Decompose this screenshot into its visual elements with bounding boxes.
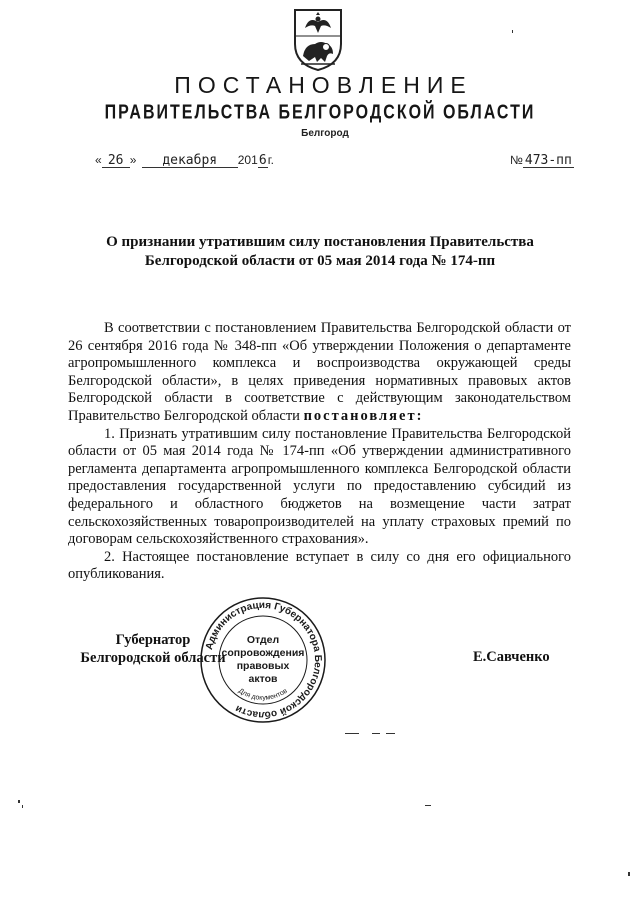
official-stamp [198,595,328,725]
position-line-1: Губернатор [115,632,191,648]
signatory-name: Е.Савченко [473,649,550,665]
scan-mark [345,733,359,734]
stamp-line-2: сопровождения [221,647,305,659]
scan-mark [22,805,23,808]
document-type: ПОСТАНОВЛЕНИЕ [174,72,473,98]
number-value: 473-пп [524,153,572,168]
scan-mark [628,872,630,876]
paragraph-1-text: В соответствии с постановлением Правительства Белгородской области от 26 сентября 2016 года № 348-пп «Об утверждении Положения о департаменте агропромышленного комплекса и воспроизводства окружающей среды Белгородской области», в целях приведения нормативных правовых актов Белгородской области в соответствие с действующим законодательством Правительство Белгородской области [68,320,571,424]
document-title [80,233,560,271]
resolution-word: постановляет: [303,407,424,424]
document-body [68,320,571,584]
scan-mark [372,733,380,734]
date-year-prefix: 201 [237,153,258,167]
quote-open: « [95,153,102,167]
scan-mark [512,30,513,33]
position-line-2: Белгородской области [80,650,226,666]
date-year-digit: 6 [258,153,267,168]
coat-of-arms-icon [291,6,345,72]
title-line-1: О признании утратившим силу постановления Правительства [106,234,534,250]
scan-mark [386,733,395,734]
date-month: декабря [142,154,238,168]
stamp-line-1: Отдел [246,634,280,646]
stamp-ring-bottom: Для документов [237,687,289,702]
stamp-line-3: правовых [236,660,290,672]
body-paragraph-2: 1. Признать утратившим силу постановление Правительства Белгородской области от 05 мая 2014 года № 174-пп «Об утверждении административного регламента департамента агропромышленного комплекса Белгородской области предоставления государственной услуги по предоставлению субсидий из федерального и областного бюджетов на возмещение части затрат сельскохозяйственных товаропроизводителей на уплату страховых премий по договорам сельскохозяйственного страхования». [68,425,571,548]
city-name: Белгород [301,128,349,139]
body-paragraph-1 [68,320,571,426]
date-day: 26 [102,154,130,168]
number-prefix: № [510,153,523,167]
title-line-2: Белгородской области от 05 мая 2014 года № 174-пп [144,253,496,269]
scan-mark [425,805,431,806]
date-line [95,153,274,168]
document-number [510,153,574,168]
issuer-name: ПРАВИТЕЛЬСТВА БЕЛГОРОДСКОЙ ОБЛАСТИ [104,102,536,124]
scan-mark [18,800,20,803]
stamp-ring-text: Администрация Губернатора Белгородской области [204,599,324,721]
body-paragraph-3: 2. Настоящее постановление вступает в силу со дня его официального опубликования. [68,548,571,583]
stamp-line-4: актов [248,673,278,685]
quote-close: » [129,153,137,167]
date-year-suffix: г. [267,153,274,167]
